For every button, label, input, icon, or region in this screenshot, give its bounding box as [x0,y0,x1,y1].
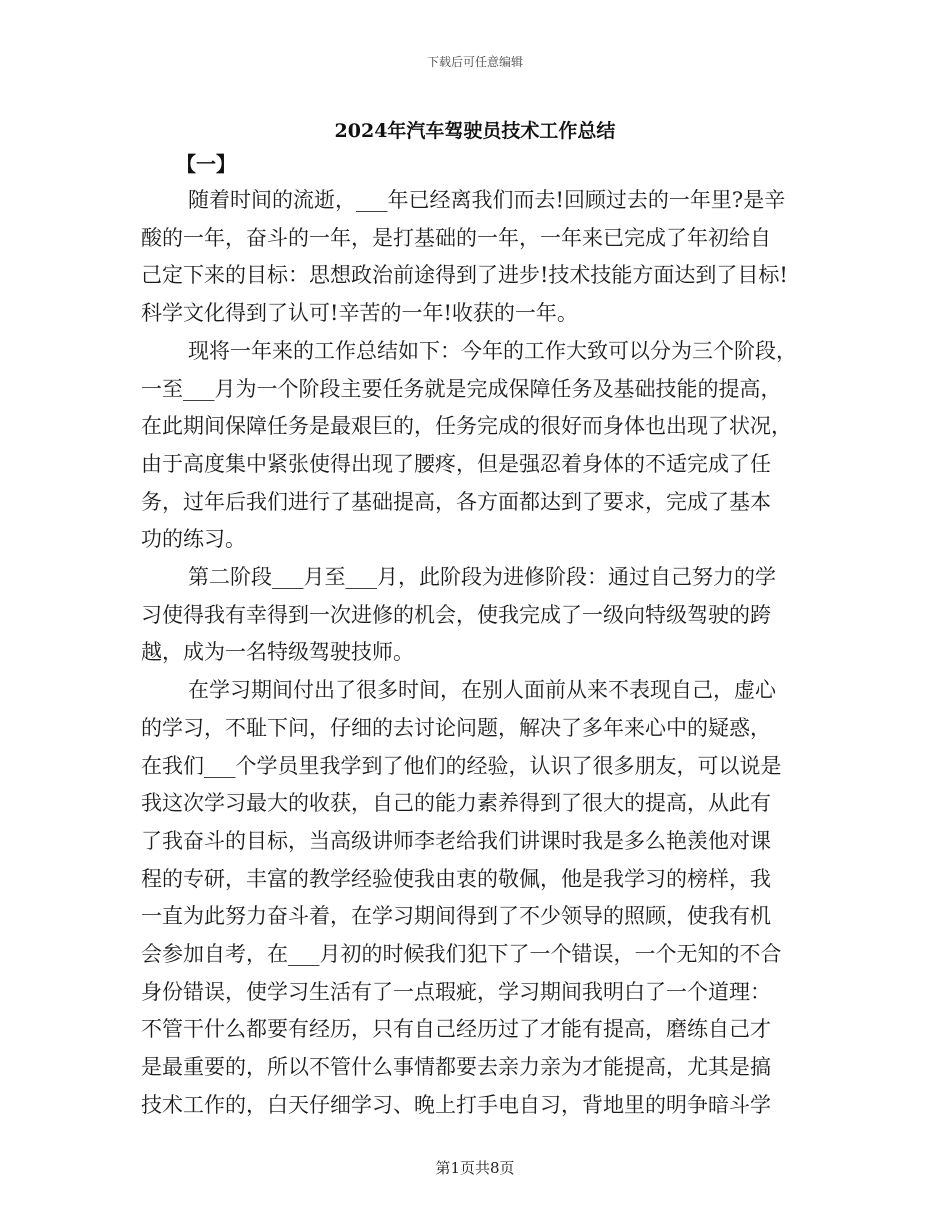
text-line: 程的专研，丰富的教学经验使我由衷的敬佩，他是我学习的榜样，我 [141,867,771,891]
text-line: 功的练习。 [141,527,246,551]
text-line: 会参加自考，在___月初的时候我们犯下了一个错误，一个无知的不合 [141,942,782,966]
text-line: 第二阶段___月至___月，此阶段为进修阶段：通过自己努力的学 [188,565,776,589]
text-line: 身份错误，使学习生活有了一点瑕疵，学习期间我明白了一个道理： [141,980,771,1004]
text-line: 在我们___个学员里我学到了他们的经验，认识了很多朋友，可以说是 [141,754,782,778]
text-line: 由于高度集中紧张使得出现了腰疼，但是强忍着身体的不适完成了任 [141,452,771,476]
text-line: 在此期间保障任务是最艰巨的，任务完成的很好而身体也出现了状况， [141,414,792,438]
text-line: 习使得我有幸得到一次进修的机会，使我完成了一级向特级驾驶的跨 [141,603,771,627]
text-line: 了我奋斗的目标，当高级讲师李老给我们讲课时我是多么艳羡他对课 [141,829,771,853]
header-note: 下载后可任意编辑 [426,55,523,69]
document-title: 2024年汽车驾驶员技术工作总结 [334,120,616,142]
text-line: 的学习，不耻下问，仔细的去讨论问题，解决了多年来心中的疑惑， [141,716,771,740]
text-line: 越，成为一名特级驾驶技师。 [141,640,414,664]
text-line: 是最重要的，所以不管什么事情都要去亲力亲为才能提高，尤其是搞 [141,1055,771,1079]
text-line: 随着时间的流逝，___年已经离我们而去!回顾过去的一年里?是辛 [188,188,786,212]
section-label: 【一】 [176,152,236,176]
text-line: 己定下来的目标：思想政治前途得到了进步!技术技能方面达到了目标! [141,263,788,287]
text-line: 务，过年后我们进行了基础提高，各方面都达到了要求，完成了基本 [141,490,771,514]
text-line: 科学文化得到了认可!辛苦的一年!收获的一年。 [141,301,578,325]
text-line: 一至___月为一个阶段主要任务就是完成保障任务及基础技能的提高， [141,377,782,401]
text-line: 一直为此努力奋斗着，在学习期间得到了不少领导的照顾，使我有机 [141,904,771,928]
text-line: 我这次学习最大的收获，自己的能力素养得到了很大的提高，从此有 [141,791,771,815]
text-line: 在学习期间付出了很多时间，在别人面前从来不表现自己，虚心 [188,678,776,702]
text-line: 不管干什么都要有经历，只有自己经历过了才能有提高，磨练自己才 [141,1017,771,1041]
text-line: 现将一年来的工作总结如下：今年的工作大致可以分为三个阶段， [188,339,797,363]
page-indicator: 第1页共8页 [435,1159,515,1177]
text-line: 技术工作的，白天仔细学习、晚上打手电自习，背地里的明争暗斗学 [141,1093,771,1117]
text-line: 酸的一年，奋斗的一年，是打基础的一年，一年来已完成了年初给自 [141,226,771,250]
